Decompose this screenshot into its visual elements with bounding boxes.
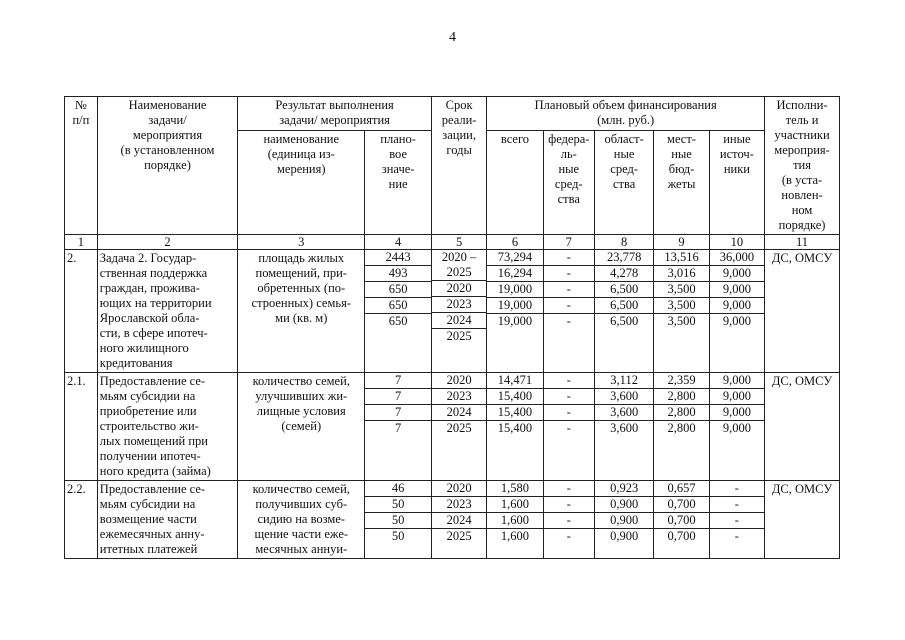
column-number: 8 <box>594 235 653 250</box>
local-cell: 0,657 <box>667 481 696 495</box>
executor: ДС, ОМСУ <box>765 373 840 481</box>
year-cell: 2025 <box>432 528 486 544</box>
regional-cell: 6,500 <box>595 297 653 313</box>
federal-cell: - <box>544 404 594 420</box>
local-cell: 2,800 <box>654 420 708 436</box>
executor: ДС, ОМСУ <box>765 481 840 559</box>
year-cell: 2020 – 2025 <box>441 250 477 279</box>
federal-cell: - <box>566 481 571 495</box>
year-cell: 2023 <box>432 388 486 404</box>
other-cell: 36,000 <box>719 250 755 264</box>
regional-cell-group <box>594 250 653 373</box>
plan-value-cell: 650 <box>365 281 431 297</box>
year-cell-group <box>431 481 486 559</box>
header-period: Срок реали- зации, годы <box>431 97 486 235</box>
column-number: 5 <box>431 235 486 250</box>
local-cell: 0,700 <box>654 512 708 528</box>
local-cell-group <box>654 481 709 559</box>
year-cell: 2025 <box>432 328 486 344</box>
indicator-name: площадь жилых помещений, при- обретенных (по- строенных) семья- ми (кв. м) <box>238 250 365 373</box>
column-number: 9 <box>654 235 709 250</box>
column-numbers-row <box>65 235 840 250</box>
header-financing: Плановый объем финансирования (млн. руб.) <box>487 97 765 131</box>
header-num: № п/п <box>65 97 98 235</box>
other-cell-group <box>709 250 764 373</box>
header-local: мест- ные бюд- жеты <box>654 131 709 235</box>
year-cell: 2020 <box>432 280 486 296</box>
year-cell: 2020 <box>446 373 472 387</box>
column-number: 4 <box>365 235 432 250</box>
header-row-1 <box>65 97 840 131</box>
federal-cell: - <box>544 420 594 436</box>
table-row <box>65 250 840 373</box>
regional-cell: 23,778 <box>606 250 642 264</box>
column-number: 3 <box>238 235 365 250</box>
other-cell: 9,000 <box>710 297 764 313</box>
total-cell: 1,600 <box>487 496 542 512</box>
plan-value-cell: 7 <box>365 388 431 404</box>
task-name: Предоставление се- мьям субсидии на возмещение части ежемесячных анну- итетных платежей <box>97 481 237 559</box>
table-row <box>65 481 840 559</box>
row-number: 2. <box>65 250 98 373</box>
regional-cell-group <box>594 373 653 481</box>
plan-value-cell: 50 <box>365 528 431 544</box>
header-executor: Исполни- тель и участники мероприя- тия (в уста- новлен- ном порядке) <box>765 97 840 235</box>
other-cell: - <box>710 528 764 544</box>
year-cell-group <box>431 373 486 481</box>
federal-cell: - <box>544 297 594 313</box>
year-cell: 2023 <box>432 296 486 312</box>
other-cell: 9,000 <box>710 420 764 436</box>
other-cell: 9,000 <box>710 313 764 329</box>
other-cell: 9,000 <box>710 388 764 404</box>
regional-cell: 3,112 <box>610 373 638 387</box>
local-cell-group <box>654 373 709 481</box>
column-number: 10 <box>709 235 764 250</box>
regional-cell: 6,500 <box>595 313 653 329</box>
other-cell-group <box>709 481 764 559</box>
total-cell: 14,471 <box>497 373 533 387</box>
row-number: 2.1. <box>65 373 98 481</box>
total-cell-group <box>487 373 543 481</box>
other-cell: 9,000 <box>710 404 764 420</box>
federal-cell-group <box>543 250 594 373</box>
indicator-name: количество семей, получивших суб- сидию на возме- щение части еже- месячных аннуи- <box>238 481 365 559</box>
header-other: иные источ- ники <box>709 131 764 235</box>
plan-value-cell: 2443 <box>385 250 411 264</box>
other-cell: 9,000 <box>710 281 764 297</box>
total-cell: 19,000 <box>487 297 542 313</box>
regional-cell: 3,600 <box>595 404 653 420</box>
header-indicator-name: наименование (единица из- мерения) <box>238 131 365 235</box>
plan-value-cell: 650 <box>365 297 431 313</box>
header-federal: федера- ль- ные сред- ства <box>543 131 594 235</box>
year-cell-group <box>431 250 486 373</box>
regional-cell-group <box>594 481 653 559</box>
local-cell-group <box>654 250 709 373</box>
federal-cell: - <box>544 281 594 297</box>
column-number: 7 <box>543 235 594 250</box>
plan-value-cell: 50 <box>365 496 431 512</box>
federal-cell: - <box>566 373 571 387</box>
regional-cell: 0,900 <box>595 496 653 512</box>
plan-value-cell: 7 <box>365 404 431 420</box>
federal-cell-group <box>543 373 594 481</box>
federal-cell: - <box>544 496 594 512</box>
plan-value-cell: 46 <box>391 481 405 495</box>
regional-cell: 0,923 <box>610 481 639 495</box>
header-plan-value: плано- вое значе- ние <box>365 131 432 235</box>
total-cell: 19,000 <box>487 313 542 329</box>
regional-cell: 6,500 <box>595 281 653 297</box>
indicator-name: количество семей, улучшивших жи- лищные условия (семей) <box>238 373 365 481</box>
year-cell: 2024 <box>432 312 486 328</box>
local-cell: 3,500 <box>654 313 708 329</box>
total-cell: 1,580 <box>500 481 530 495</box>
plan-value-cell: 493 <box>365 265 431 281</box>
plan-value-cell: 650 <box>365 313 431 329</box>
other-cell: - <box>734 481 739 495</box>
total-cell: 15,400 <box>487 388 542 404</box>
plan-value-cell: 50 <box>365 512 431 528</box>
year-cell: 2020 <box>446 481 472 495</box>
regional-cell: 3,600 <box>595 388 653 404</box>
total-cell: 73,294 <box>497 250 533 264</box>
federal-cell: - <box>544 265 594 281</box>
local-cell: 0,700 <box>654 496 708 512</box>
total-cell: 15,400 <box>487 420 542 436</box>
total-cell: 1,600 <box>487 512 542 528</box>
local-cell: 0,700 <box>654 528 708 544</box>
federal-cell: - <box>544 528 594 544</box>
local-cell: 2,800 <box>654 404 708 420</box>
local-cell: 2,800 <box>654 388 708 404</box>
other-cell: - <box>710 512 764 528</box>
task-name: Задача 2. Государ- ственная поддержка граждан, прожива- ющих на территории Ярославской обла- сти, в сфере ипотеч- ного жилищного кредитования <box>97 250 237 373</box>
federal-cell: - <box>544 313 594 329</box>
federal-cell-group <box>543 481 594 559</box>
local-cell: 13,516 <box>664 250 699 264</box>
header-result: Результат выполнения задачи/ мероприятия <box>238 97 432 131</box>
table-row <box>65 373 840 481</box>
other-cell: - <box>710 496 764 512</box>
task-name: Предоставление се- мьям субсидии на приобретение или строительство жи- лых помещений при получении ипотеч- ного кредита (займа) <box>97 373 237 481</box>
table-body <box>65 250 840 559</box>
header-total: всего <box>487 131 543 235</box>
page-number: 4 <box>449 30 456 45</box>
row-number: 2.2. <box>65 481 98 559</box>
local-cell: 2,359 <box>667 373 696 387</box>
column-number: 6 <box>487 235 543 250</box>
other-cell-group <box>709 373 764 481</box>
regional-cell: 0,900 <box>595 528 653 544</box>
column-number: 11 <box>765 235 840 250</box>
regional-cell: 4,278 <box>595 265 653 281</box>
header-regional: област- ные сред- ства <box>594 131 653 235</box>
federal-cell: - <box>566 250 571 264</box>
total-cell: 19,000 <box>487 281 542 297</box>
year-cell: 2023 <box>432 496 486 512</box>
plan-value-cell-group <box>365 250 432 373</box>
column-number: 1 <box>65 235 98 250</box>
financing-table <box>64 96 840 559</box>
regional-cell: 3,600 <box>595 420 653 436</box>
regional-cell: 0,900 <box>595 512 653 528</box>
plan-value-cell: 7 <box>395 373 402 387</box>
local-cell: 3,016 <box>654 265 708 281</box>
total-cell-group <box>487 250 543 373</box>
total-cell: 1,600 <box>487 528 542 544</box>
plan-value-cell: 7 <box>365 420 431 436</box>
total-cell: 16,294 <box>487 265 542 281</box>
local-cell: 3,500 <box>654 281 708 297</box>
federal-cell: - <box>544 512 594 528</box>
header-task-name: Наименование задачи/ мероприятия (в установленном порядке) <box>97 97 237 235</box>
year-cell: 2025 <box>432 420 486 436</box>
year-cell: 2024 <box>432 512 486 528</box>
year-cell: 2024 <box>432 404 486 420</box>
other-cell: 9,000 <box>710 265 764 281</box>
executor: ДС, ОМСУ <box>765 250 840 373</box>
total-cell-group <box>487 481 543 559</box>
plan-value-cell-group <box>365 373 432 481</box>
local-cell: 3,500 <box>654 297 708 313</box>
plan-value-cell-group <box>365 481 432 559</box>
total-cell: 15,400 <box>487 404 542 420</box>
column-number: 2 <box>97 235 237 250</box>
federal-cell: - <box>544 388 594 404</box>
other-cell: 9,000 <box>722 373 751 387</box>
